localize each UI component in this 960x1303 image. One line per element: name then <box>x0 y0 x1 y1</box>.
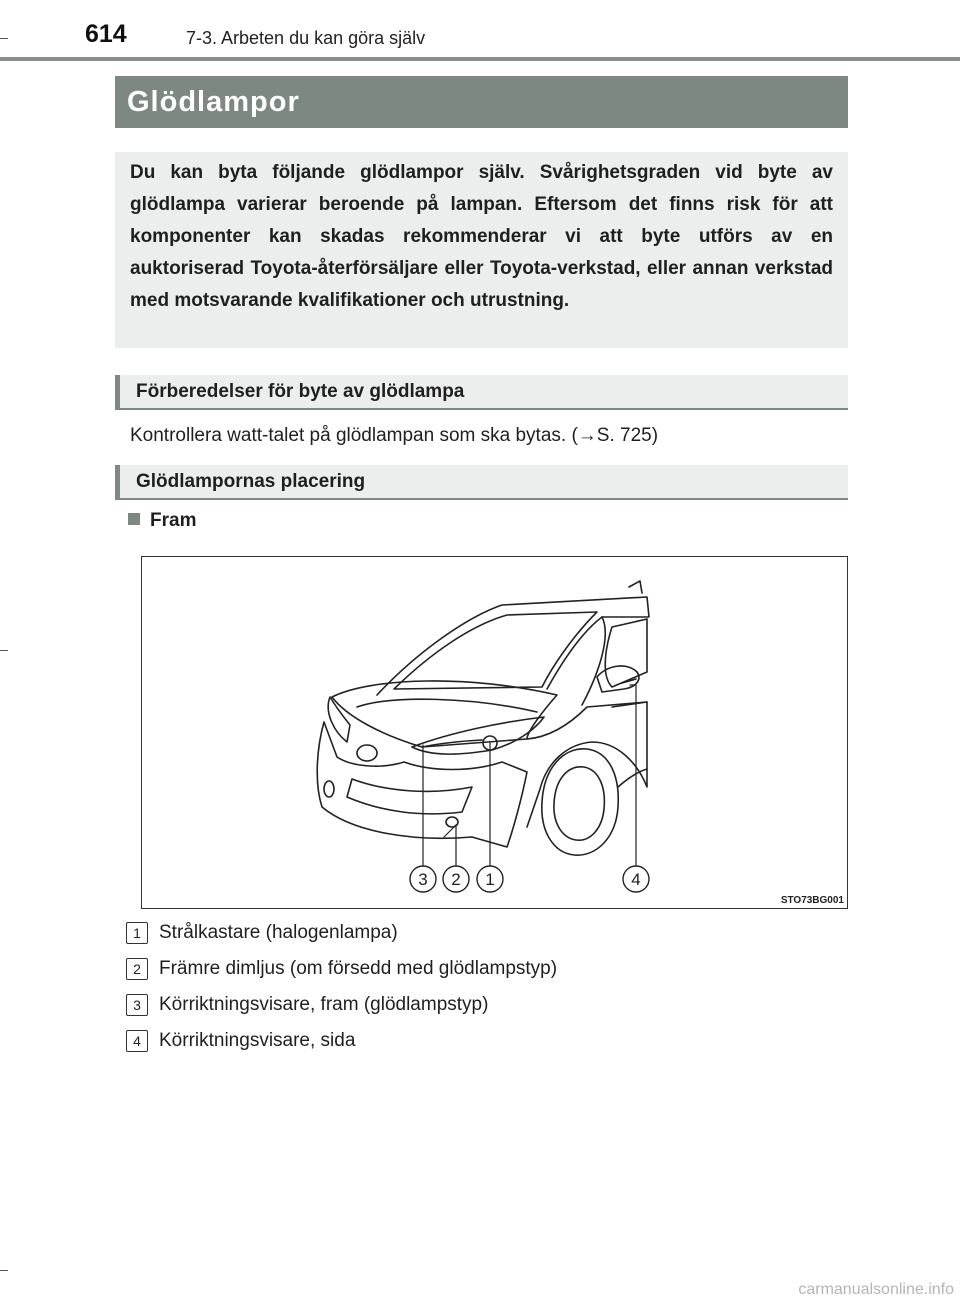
callout-1-label: 1 <box>485 870 495 889</box>
chapter-title: 7-3. Arbeten du kan göra själv <box>186 28 426 48</box>
side-window <box>605 619 647 687</box>
legend-item <box>126 992 826 1028</box>
right-headlight <box>412 717 544 754</box>
intro-box: Du kan byta följande glödlampor själv. Svårighetsgraden vid byte av glödlampa varierar beroende på lampan. Eftersom det finns risk för att komponenter kan skadas rekommenderar vi att byte utförs av en auktoriserad Toyota-återförsäljare eller Toyota-verkstad, eller annan verkstad med motsvarande kvalifikationer och utrustning. <box>115 152 848 348</box>
callout-4-label: 4 <box>631 870 641 889</box>
emblem <box>357 745 377 761</box>
legend-text: Körriktningsvisare, sida <box>159 1030 356 1051</box>
legend-text: Körriktningsvisare, fram (glödlampstyp) <box>159 994 489 1015</box>
callout-3-label: 3 <box>418 870 428 889</box>
front-wheel <box>542 749 618 855</box>
section-heading-placement: Glödlampornas placering <box>115 465 848 500</box>
section-heading-preparation: Förberedelser för byte av glödlampa <box>115 375 848 410</box>
legend-item <box>126 956 826 992</box>
subheading-front-label: Fram <box>150 510 197 531</box>
front-fender <box>527 702 647 827</box>
callout-2-label: 2 <box>451 870 461 889</box>
car-drawing-svg <box>142 557 846 907</box>
legend-text: Främre dimljus (om försedd med glödlampstyp) <box>159 958 558 979</box>
roof-antenna <box>629 581 642 593</box>
left-headlight <box>328 697 350 742</box>
legend-text: Strålkastare (halogenlampa) <box>159 922 398 943</box>
watermark: carmanualsonline.info <box>798 1281 954 1298</box>
car-front-illustration <box>141 556 848 909</box>
legend-number-badge: 1 <box>126 922 148 944</box>
crop-mark <box>0 1270 8 1271</box>
preparation-text: Kontrollera watt-talet på glödlampan som ska bytas. (→S. 725) <box>130 425 659 446</box>
hood-crease <box>357 699 537 712</box>
legend-number-badge: 4 <box>126 1030 148 1052</box>
figure-code: STO73BG001 <box>780 895 844 906</box>
legend-item <box>126 1028 826 1064</box>
page-number: 614 <box>85 20 127 48</box>
legend-item <box>126 920 826 956</box>
lower-grille <box>347 779 472 814</box>
page-header <box>0 0 960 62</box>
page-title: Glödlampor <box>115 76 848 128</box>
square-bullet-icon <box>128 513 140 525</box>
legend-number-badge: 2 <box>126 958 148 980</box>
wheel-rim <box>554 767 604 840</box>
subheading-front <box>128 510 196 532</box>
legend-list <box>126 920 826 1064</box>
crop-mark <box>0 650 8 651</box>
header-rule <box>0 57 960 61</box>
left-fog-lamp <box>324 781 334 797</box>
legend-number-badge: 3 <box>126 994 148 1016</box>
